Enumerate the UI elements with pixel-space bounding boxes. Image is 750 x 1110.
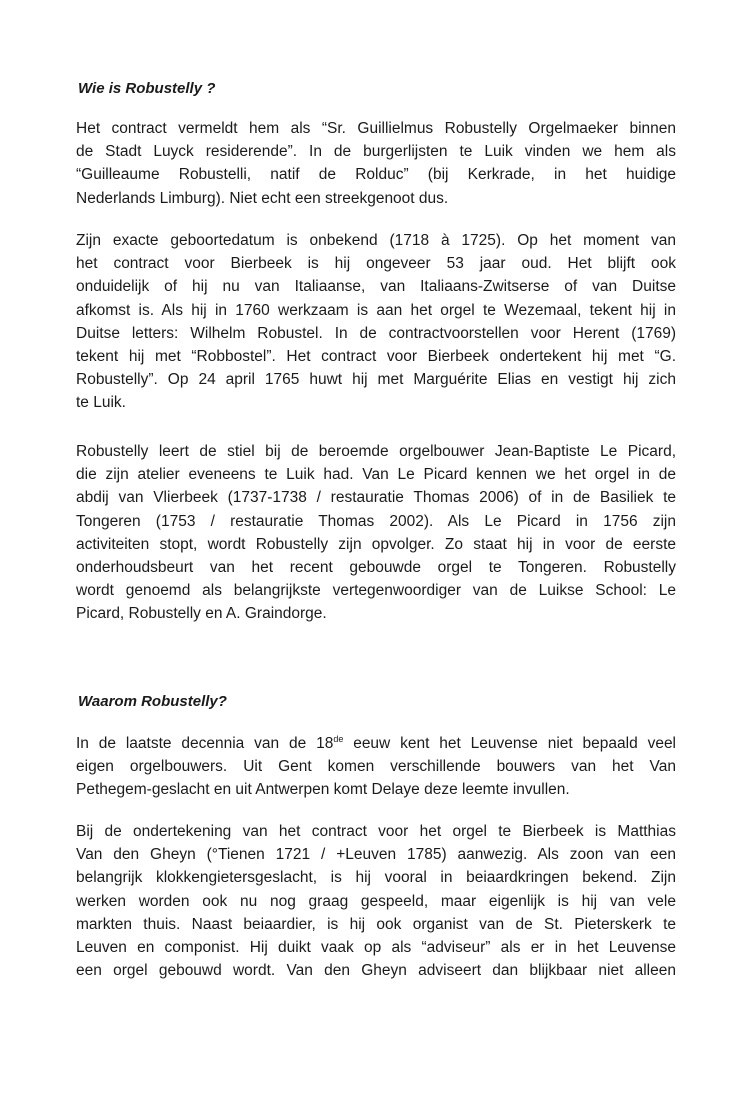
text-line: Robustelly”. Op 24 april 1765 huwt hij met Marguérite Elias en vestigt hij zich	[76, 371, 676, 389]
text-line: activiteiten stopt, wordt Robustelly zijn opvolger. Zo staat hij in voor de eerste	[76, 535, 676, 553]
text-line: Picard, Robustelly en A. Graindorge.	[76, 605, 327, 623]
paragraph-5	[76, 820, 676, 982]
text-line: een orgel gebouwd wordt. Van den Gheyn adviseert dan blijkbaar niet alleen	[76, 962, 676, 980]
text-line: Het contract vermeldt hem als “Sr. Guillielmus Robustelly Orgelmaeker binnen	[76, 120, 676, 137]
paragraph-4	[76, 732, 676, 802]
paragraph-2	[76, 229, 676, 415]
text-line: de Stadt Luyck residerende”. In de burgerlijsten te Luik vinden we hem als	[76, 143, 676, 161]
text-line: Bij de ondertekening van het contract voor het orgel te Bierbeek is Matthias	[76, 823, 676, 840]
text-line: Van den Gheyn (°Tienen 1721 / +Leuven 1785) aanwezig. Als zoon van een	[76, 846, 676, 864]
text-line: het contract voor Bierbeek is hij ongeveer 53 jaar oud. Het blijft ook	[76, 255, 676, 273]
text-line: tekent hij met “Robbostel”. Het contract voor Bierbeek ondertekent hij met “G.	[76, 348, 676, 366]
text-line: die zijn atelier eveneens te Luik had. Van Le Picard kennen we het orgel in de	[76, 466, 676, 484]
text-line: Zijn exacte geboortedatum is onbekend (1718 à 1725). Op het moment van	[76, 232, 676, 249]
text-line: afkomst is. Als hij in 1760 werkzaam is aan het orgel te Wezemaal, tekent hij in	[76, 301, 676, 319]
text-line: te Luik.	[76, 394, 126, 412]
text-line: Duitse letters: Wilhelm Robustel. In de contractvoorstellen voor Herent (1769)	[76, 324, 676, 342]
text-fragment: In de laatste decennia van de 18	[76, 735, 334, 752]
text-fragment: eeuw kent het Leuvense niet bepaald veel	[343, 735, 677, 752]
text-line: belangrijk klokkengietersgeslacht, is hij vooral in beiaardkringen bekend. Zijn	[76, 869, 676, 887]
text-line: Pethegem-geslacht en uit Antwerpen komt Delaye deze leemte invullen.	[76, 781, 570, 799]
text-line: Tongeren (1753 / restauratie Thomas 2002). Als Le Picard in 1756 zijn	[76, 512, 676, 530]
text-line: onderhoudsbeurt van het recent gebouwde orgel te Tongeren. Robustelly	[76, 559, 676, 577]
text-line: wordt genoemd als belangrijkste vertegenwoordiger van de Luikse School: Le	[76, 582, 676, 600]
paragraph-1	[76, 117, 676, 210]
section-title-waarom-robustelly: Waarom Robustelly?	[78, 693, 227, 710]
text-line	[76, 732, 676, 755]
text-line: markten thuis. Naast beiaardier, is hij ook organist van de St. Pieterskerk te	[76, 915, 676, 933]
section-title-wie-is-robustelly: Wie is Robustelly ?	[78, 80, 216, 97]
text-line: werken worden ook nu nog graag gespeeld, maar eigenlijk is hij van vele	[76, 892, 676, 910]
text-line: onduidelijk of hij nu van Italiaanse, van Italiaans-Zwitserse of van Duitse	[76, 278, 676, 296]
text-line: Robustelly leert de stiel bij de beroemde orgelbouwer Jean-Baptiste Le Picard,	[76, 443, 676, 460]
text-line: Leuven en componist. Hij duikt vaak op als “adviseur” als er in het Leuvense	[76, 939, 676, 957]
paragraph-3	[76, 440, 676, 626]
text-line: eigen orgelbouwers. Uit Gent komen verschillende bouwers van het Van	[76, 758, 676, 776]
text-line: Nederlands Limburg). Niet echt een streekgenoot dus.	[76, 189, 449, 207]
text-line: “Guilleaume Robustelli, natif de Rolduc” (bij Kerkrade, in het huidige	[76, 166, 676, 184]
text-line: abdij van Vlierbeek (1737-1738 / restauratie Thomas 2006) of in de Basiliek te	[76, 489, 676, 507]
superscript: de	[333, 733, 344, 744]
